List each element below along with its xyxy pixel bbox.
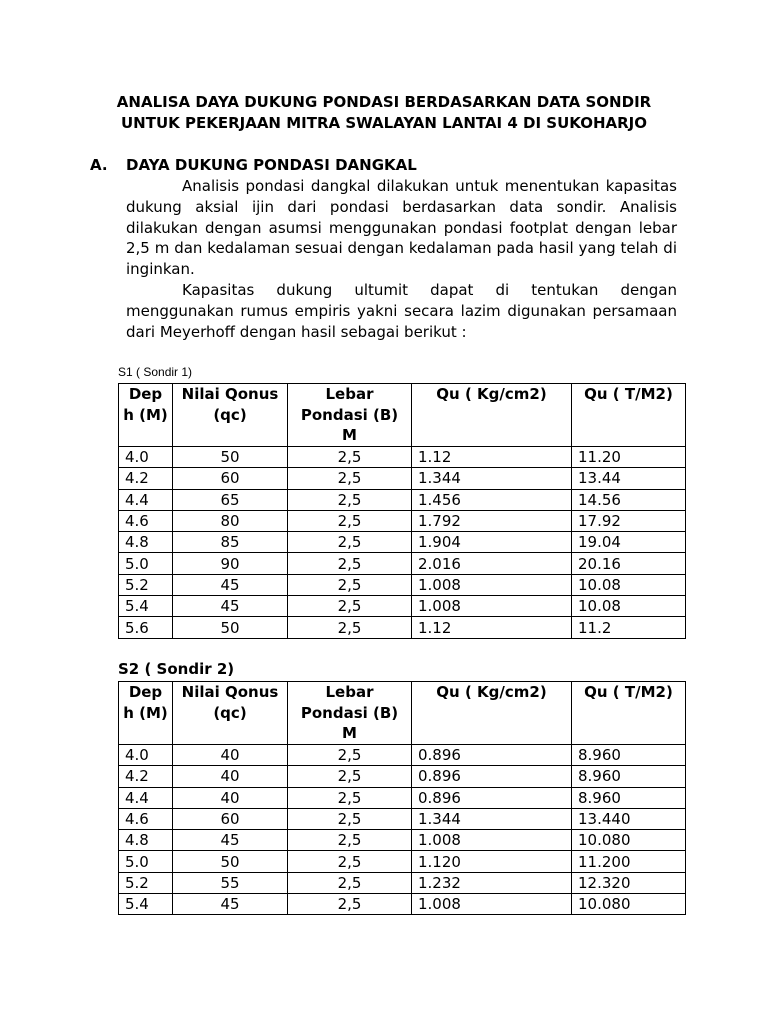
cell-qc: 55 bbox=[173, 872, 288, 893]
title-line-1: ANALISA DAYA DUKUNG PONDASI BERDASARKAN DATA SONDIR bbox=[116, 93, 652, 111]
table-row bbox=[119, 447, 686, 468]
cell-depth: 4.4 bbox=[119, 489, 173, 510]
header-qu-tm2: Qu ( T/M2) bbox=[572, 384, 686, 447]
table-row bbox=[119, 745, 686, 766]
cell-qu-tm2: 20.16 bbox=[572, 553, 686, 574]
section-title: DAYA DUKUNG PONDASI DANGKAL bbox=[126, 156, 417, 174]
table-row bbox=[119, 808, 686, 829]
table-row bbox=[119, 596, 686, 617]
cell-depth: 4.2 bbox=[119, 766, 173, 787]
cell-qu-kgcm2: 1.008 bbox=[412, 596, 572, 617]
table-row bbox=[119, 553, 686, 574]
cell-qu-tm2: 8.960 bbox=[572, 745, 686, 766]
cell-qu-kgcm2: 1.456 bbox=[412, 489, 572, 510]
cell-qu-tm2: 10.08 bbox=[572, 596, 686, 617]
paragraph-2: Kapasitas dukung ultumit dapat di tentukan dengan menggunakan rumus empiris yakni secara lazim digunakan persamaan dari Meyerhoff dengan hasil sebagai berikut : bbox=[126, 281, 677, 341]
table-row bbox=[119, 617, 686, 638]
section-number: A. bbox=[90, 156, 108, 174]
cell-qu-kgcm2: 1.008 bbox=[412, 830, 572, 851]
cell-qu-kgcm2: 2.016 bbox=[412, 553, 572, 574]
cell-qu-tm2: 13.44 bbox=[572, 468, 686, 489]
cell-lebar: 2,5 bbox=[288, 808, 412, 829]
cell-depth: 4.0 bbox=[119, 745, 173, 766]
cell-depth: 4.8 bbox=[119, 532, 173, 553]
cell-qc: 65 bbox=[173, 489, 288, 510]
document-title bbox=[0, 92, 768, 134]
table-row bbox=[119, 851, 686, 872]
cell-depth: 5.6 bbox=[119, 617, 173, 638]
cell-qc: 45 bbox=[173, 830, 288, 851]
cell-lebar: 2,5 bbox=[288, 617, 412, 638]
cell-qu-tm2: 13.440 bbox=[572, 808, 686, 829]
cell-qc: 60 bbox=[173, 468, 288, 489]
cell-qc: 60 bbox=[173, 808, 288, 829]
cell-lebar: 2,5 bbox=[288, 574, 412, 595]
cell-qc: 90 bbox=[173, 553, 288, 574]
cell-depth: 4.6 bbox=[119, 808, 173, 829]
cell-depth: 5.2 bbox=[119, 872, 173, 893]
cell-qu-tm2: 10.080 bbox=[572, 830, 686, 851]
cell-qc: 40 bbox=[173, 787, 288, 808]
cell-qu-tm2: 19.04 bbox=[572, 532, 686, 553]
header-qu-tm2: Qu ( T/M2) bbox=[572, 682, 686, 745]
header-lebar-pondasi: Lebar Pondasi (B) M bbox=[288, 682, 412, 745]
cell-qu-kgcm2: 1.008 bbox=[412, 894, 572, 915]
cell-qu-tm2: 14.56 bbox=[572, 489, 686, 510]
cell-qc: 50 bbox=[173, 447, 288, 468]
cell-depth: 4.8 bbox=[119, 830, 173, 851]
cell-qu-kgcm2: 0.896 bbox=[412, 766, 572, 787]
cell-qc: 40 bbox=[173, 766, 288, 787]
cell-qc: 45 bbox=[173, 574, 288, 595]
cell-lebar: 2,5 bbox=[288, 894, 412, 915]
cell-qu-tm2: 11.20 bbox=[572, 447, 686, 468]
cell-qu-tm2: 11.2 bbox=[572, 617, 686, 638]
cell-lebar: 2,5 bbox=[288, 489, 412, 510]
cell-qu-tm2: 8.960 bbox=[572, 766, 686, 787]
table-row bbox=[119, 532, 686, 553]
table2-caption: S2 ( Sondir 2) bbox=[118, 660, 235, 678]
header-qu-kgcm2: Qu ( Kg/cm2) bbox=[412, 682, 572, 745]
cell-lebar: 2,5 bbox=[288, 787, 412, 808]
cell-qc: 50 bbox=[173, 851, 288, 872]
table-row bbox=[119, 489, 686, 510]
table-header-row bbox=[119, 682, 686, 745]
cell-qu-kgcm2: 1.904 bbox=[412, 532, 572, 553]
table-header-row bbox=[119, 384, 686, 447]
cell-qu-kgcm2: 1.120 bbox=[412, 851, 572, 872]
cell-depth: 5.4 bbox=[119, 894, 173, 915]
cell-depth: 4.4 bbox=[119, 787, 173, 808]
cell-depth: 5.0 bbox=[119, 851, 173, 872]
table-row bbox=[119, 468, 686, 489]
paragraph-1: Analisis pondasi dangkal dilakukan untuk menentukan kapasitas dukung aksial ijin dari pondasi berdasarkan data sondir. Analisis dilakukan dengan asumsi menggunakan pondasi footplat dengan lebar 2,5 m dan kedalaman sesuai dengan kedalaman pada hasil yang telah di inginkan. bbox=[126, 177, 677, 279]
header-qu-kgcm2: Qu ( Kg/cm2) bbox=[412, 384, 572, 447]
table-row bbox=[119, 766, 686, 787]
cell-lebar: 2,5 bbox=[288, 830, 412, 851]
table-row bbox=[119, 894, 686, 915]
cell-qc: 45 bbox=[173, 596, 288, 617]
cell-qu-kgcm2: 1.008 bbox=[412, 574, 572, 595]
cell-qu-tm2: 17.92 bbox=[572, 510, 686, 531]
cell-depth: 5.2 bbox=[119, 574, 173, 595]
cell-depth: 4.6 bbox=[119, 510, 173, 531]
cell-qc: 80 bbox=[173, 510, 288, 531]
cell-lebar: 2,5 bbox=[288, 553, 412, 574]
table1-caption: S1 ( Sondir 1) bbox=[118, 365, 193, 379]
header-depth: Dep h (M) bbox=[119, 682, 173, 745]
header-depth: Dep h (M) bbox=[119, 384, 173, 447]
cell-lebar: 2,5 bbox=[288, 532, 412, 553]
table-sondir-1 bbox=[118, 383, 686, 639]
cell-qu-kgcm2: 1.12 bbox=[412, 617, 572, 638]
table-row bbox=[119, 787, 686, 808]
table-row bbox=[119, 830, 686, 851]
cell-qu-kgcm2: 1.232 bbox=[412, 872, 572, 893]
cell-depth: 4.2 bbox=[119, 468, 173, 489]
cell-qu-kgcm2: 1.12 bbox=[412, 447, 572, 468]
cell-qu-tm2: 11.200 bbox=[572, 851, 686, 872]
cell-qu-kgcm2: 1.344 bbox=[412, 468, 572, 489]
table-sondir-2 bbox=[118, 681, 686, 915]
cell-qu-kgcm2: 1.344 bbox=[412, 808, 572, 829]
cell-lebar: 2,5 bbox=[288, 510, 412, 531]
cell-lebar: 2,5 bbox=[288, 872, 412, 893]
cell-qc: 40 bbox=[173, 745, 288, 766]
table-row bbox=[119, 510, 686, 531]
cell-qu-tm2: 8.960 bbox=[572, 787, 686, 808]
cell-lebar: 2,5 bbox=[288, 745, 412, 766]
table-row bbox=[119, 574, 686, 595]
cell-qc: 50 bbox=[173, 617, 288, 638]
cell-lebar: 2,5 bbox=[288, 447, 412, 468]
cell-depth: 4.0 bbox=[119, 447, 173, 468]
cell-qu-tm2: 12.320 bbox=[572, 872, 686, 893]
cell-qu-tm2: 10.08 bbox=[572, 574, 686, 595]
cell-depth: 5.0 bbox=[119, 553, 173, 574]
cell-lebar: 2,5 bbox=[288, 596, 412, 617]
cell-qu-kgcm2: 0.896 bbox=[412, 787, 572, 808]
header-nilai-qonus: Nilai Qonus (qc) bbox=[173, 682, 288, 745]
cell-depth: 5.4 bbox=[119, 596, 173, 617]
cell-lebar: 2,5 bbox=[288, 468, 412, 489]
cell-qu-tm2: 10.080 bbox=[572, 894, 686, 915]
header-nilai-qonus: Nilai Qonus (qc) bbox=[173, 384, 288, 447]
cell-qc: 85 bbox=[173, 532, 288, 553]
cell-lebar: 2,5 bbox=[288, 766, 412, 787]
cell-qc: 45 bbox=[173, 894, 288, 915]
cell-lebar: 2,5 bbox=[288, 851, 412, 872]
header-lebar-pondasi: Lebar Pondasi (B) M bbox=[288, 384, 412, 447]
table-row bbox=[119, 872, 686, 893]
cell-qu-kgcm2: 1.792 bbox=[412, 510, 572, 531]
cell-qu-kgcm2: 0.896 bbox=[412, 745, 572, 766]
title-line-2: UNTUK PEKERJAAN MITRA SWALAYAN LANTAI 4 DI SUKOHARJO bbox=[120, 114, 648, 132]
